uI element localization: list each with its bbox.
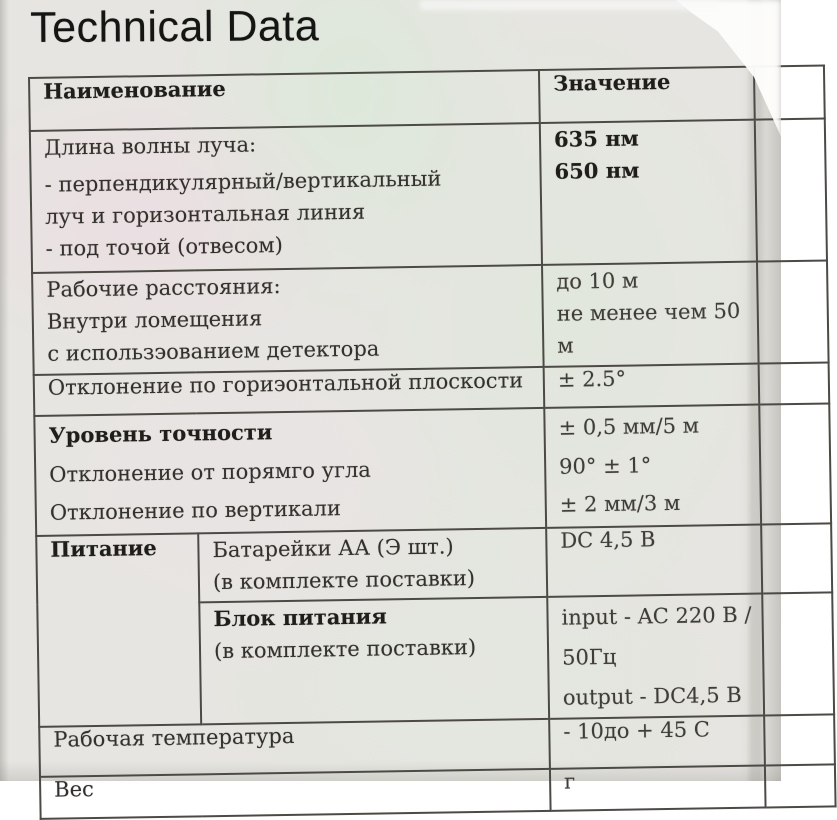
top-edge-highlight — [420, 0, 720, 10]
battery-value: DC 4,5 В — [546, 525, 762, 597]
adapter-line-1: Блок питания — [213, 603, 387, 632]
fold-gutter — [759, 362, 830, 404]
weight-value: г — [550, 766, 766, 811]
adapter-name-cell — [199, 597, 549, 724]
fold-gutter — [759, 403, 831, 524]
accuracy-entry-3-value: ± 2 мм/3 м — [559, 490, 681, 517]
fold-gutter — [762, 592, 834, 715]
battery-line-1: Батарейки АА (Э шт.) — [212, 534, 454, 563]
wavelength-line-4: - под точой (отвесом) — [45, 233, 283, 261]
accuracy-entry-2-name: Отклонение от порямго угла — [49, 457, 372, 487]
wavelength-value-2: 650 нм — [554, 157, 640, 184]
distance-value-2: не менее чем 50 м — [556, 298, 741, 358]
column-header-value: Значение — [539, 67, 755, 123]
row-power-battery — [36, 523, 832, 604]
battery-line-2: (в комплекте поставки) — [212, 566, 476, 595]
accuracy-name-cell — [34, 408, 546, 536]
adapter-value-output: output - DC4,5 В — [562, 682, 742, 710]
distance-name-cell — [32, 265, 544, 375]
horizontal-deviation-name: Отклонение по гориэонтальной плоскости — [34, 367, 545, 416]
spec-sheet — [28, 64, 837, 819]
distance-value-cell — [542, 262, 759, 367]
distance-line-3: с использэованием детектора — [47, 336, 380, 366]
row-wavelength — [30, 118, 827, 272]
accuracy-entry-1-name: Уровень точности — [48, 419, 273, 448]
temperature-value: - 10до + 45 С — [549, 716, 765, 769]
page-title: Technical Data — [30, 2, 320, 52]
distance-line-1: Рабочие расстояния: — [46, 274, 281, 302]
row-distance — [32, 260, 829, 374]
fold-gutter — [761, 523, 832, 593]
column-header-name: Наименование — [29, 70, 540, 131]
spec-table — [28, 64, 837, 819]
wavelength-line-3: луч и горизонтальная линия — [45, 199, 366, 229]
power-group-cell: Питание — [36, 533, 201, 727]
horizontal-deviation-value: ± 2.5° — [544, 364, 760, 408]
adapter-line-2: (в комплекте поставки) — [213, 635, 477, 664]
accuracy-entry-1-value: ± 0,5 мм/5 м — [558, 413, 700, 440]
weight-name: Вес — [40, 769, 551, 819]
fold-gutter — [757, 260, 829, 363]
row-accuracy — [34, 403, 831, 535]
wavelength-value-cell — [540, 120, 757, 265]
fold-gutter — [755, 118, 827, 261]
accuracy-entry-2-value: 90° ± 1° — [559, 452, 652, 479]
wavelength-line-1: Длина волны луча: — [43, 132, 257, 160]
distance-line-2: Внутри ломещения — [46, 306, 263, 334]
fold-gutter — [765, 764, 836, 807]
fold-gutter — [764, 714, 835, 765]
accuracy-entry-3-name: Отклонение по вертикали — [49, 496, 342, 525]
wavelength-line-2: - перпендикулярный/вертикальный — [44, 166, 442, 197]
accuracy-value-cell — [544, 405, 761, 528]
wavelength-name-cell — [30, 123, 542, 273]
wavelength-value-1: 635 нм — [553, 125, 640, 152]
battery-name-cell — [198, 528, 547, 602]
distance-value-1: до 10 м — [556, 268, 639, 294]
temperature-name: Рабочая температура — [39, 719, 550, 777]
adapter-value-cell — [547, 594, 764, 719]
adapter-value-input: input - AC 220 В / 50Гц — [561, 602, 752, 670]
